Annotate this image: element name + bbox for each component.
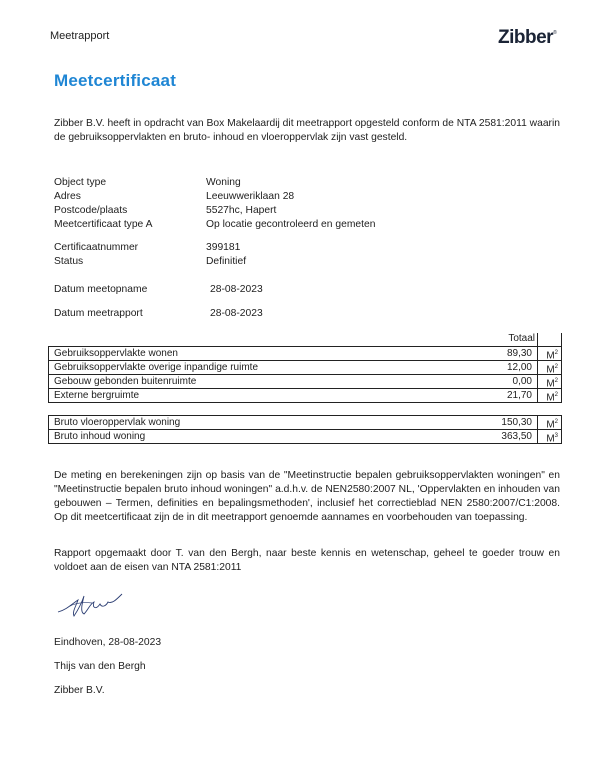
detail-value: 28-08-2023 [210,284,263,295]
detail-value: Leeuwweriklaan 28 [206,191,295,202]
detail-value: 399181 [206,242,241,253]
detail-value: 5527hc, Hapert [206,205,277,216]
row-value: 12,00 [506,362,532,373]
table-total-row [48,415,562,430]
signature-image [52,586,132,622]
logo-text: Zibber [498,27,554,48]
row-label: Gebruiksoppervlakte wonen [54,348,178,359]
method-paragraph: De meting en berekeningen zijn op basis van de "Meetinstructie bepalen gebruiksoppervlakten woningen" en "Meetinstructie bepalen bruto inhoud woningen" a.d.h.v. de NEN2580:2007 NL, 'Oppervlakten en inhouden van gebouwen – Termen, definities en bepalingsmethoden', inclusief het correctieblad NEN 2580:2007/C1:2008. Op dit meetcertificaat zijn de in dit meetrapport genoemde aannames en voorbehouden van toepassing. [54,470,560,523]
detail-report-date [54,307,263,321]
detail-label: Status [54,256,84,267]
table-row [48,375,562,389]
place-date: Eindhoven, 28-08-2023 [54,637,162,648]
detail-label: Meetcertificaat type A [54,219,153,230]
detail-status [54,255,246,269]
detail-label: Datum meetrapport [54,308,143,319]
row-label: Bruto vloeroppervlak woning [54,417,181,428]
company-logo [498,27,556,49]
detail-value: Definitief [206,256,247,267]
report-paragraph: Rapport opgemaakt door T. van den Bergh, naar beste kennis en wetenschap, geheel te goeder trouw en voldoet aan de eisen van NTA 2581:2011 [54,548,560,573]
detail-label: Adres [54,191,81,202]
document-label: Meetrapport [50,30,110,42]
page-title: Meetcertificaat [54,71,177,90]
signer-name: Thijs van den Bergh [54,661,146,672]
header-divider [537,333,538,346]
company-name: Zibber B.V. [54,685,105,696]
header-divider [561,333,562,346]
table-row [48,361,562,375]
area-table [48,333,562,444]
row-unit: $M^2$ [546,419,558,431]
detail-cert-number [54,241,240,255]
detail-cert-type [54,218,375,232]
detail-postcode [54,204,276,218]
row-value: 363,50 [501,431,532,442]
row-unit: $M^3$ [546,433,558,445]
detail-label: Datum meetopname [54,284,148,295]
row-label: Gebouw gebonden buitenruimte [54,376,197,387]
detail-object-type [54,176,241,190]
detail-label: Certificaatnummer [54,242,139,253]
row-value: 0,00 [512,376,532,387]
row-value: 21,70 [506,390,532,401]
detail-label: Postcode/plaats [54,205,128,216]
row-unit: $M^2$ [546,378,558,390]
row-label: Bruto inhoud woning [54,431,146,442]
table-row [48,389,562,403]
row-unit: $M^2$ [546,350,558,362]
row-value: 89,30 [506,348,532,359]
detail-measure-date [54,283,263,297]
logo-registered-mark: ® [553,30,557,36]
row-unit: $M^2$ [546,392,558,404]
detail-value: 28-08-2023 [210,308,263,319]
table-total-row [48,430,562,444]
row-value: 150,30 [501,417,532,428]
detail-address [54,190,294,204]
row-unit: $M^2$ [546,364,558,376]
row-label: Gebruiksoppervlakte overige inpandige ruimte [54,362,259,373]
detail-value: Op locatie gecontroleerd en gemeten [206,219,376,230]
total-column-header: Totaal [508,333,535,344]
detail-value: Woning [206,177,241,188]
detail-label: Object type [54,177,107,188]
intro-paragraph: Zibber B.V. heeft in opdracht van Box Makelaardij dit meetrapport opgesteld conform de NTA 2581:2011 waarin de gebruiksoppervlakten en bruto- inhoud en vloeroppervlak zijn vast gesteld. [54,118,560,143]
row-label: Externe bergruimte [54,390,140,401]
table-header [48,333,562,346]
table-row [48,346,562,361]
